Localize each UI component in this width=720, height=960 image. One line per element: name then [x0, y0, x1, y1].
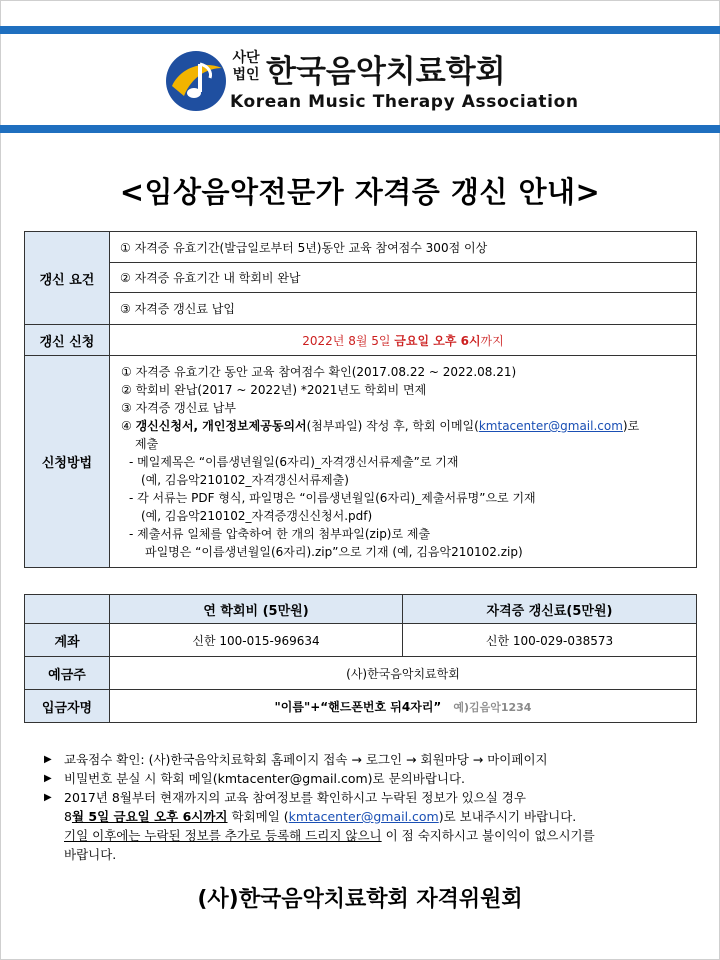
- renewal-info-table: [24, 231, 697, 568]
- method-cell: [110, 356, 697, 568]
- bullet-icon: ▶: [44, 754, 52, 765]
- email-link[interactable]: kmtacenter@gmail.com: [288, 809, 439, 824]
- note-item: [44, 750, 704, 769]
- account-label: 계좌: [25, 624, 110, 657]
- method-sub-1-example: (예, 김음악210102_자격갱신서류제출): [141, 473, 349, 487]
- blank-header: [25, 595, 110, 624]
- corp-type-label: [228, 50, 264, 84]
- header-band-bottom: [0, 125, 720, 133]
- method-label: 신청방법: [25, 356, 110, 568]
- depositor-label: 입금자명: [25, 690, 110, 723]
- note-text: )로 보내주시기 바랍니다.: [438, 809, 577, 824]
- method-sub-1: - 메일제목은 “이름생년월일(6자리)_자격갱신서류제출”로 기재: [129, 455, 459, 469]
- depositor-example: 예)김음악1234: [453, 700, 532, 714]
- depositor-format: "이름"+“핸드폰번호 뒤4자리”: [274, 699, 442, 714]
- requirement-item: ② 자격증 유효기간 내 학회비 완납: [110, 263, 697, 293]
- depositor-name-format: [110, 690, 697, 723]
- bank-account-table: [24, 594, 697, 723]
- bullet-icon: ▶: [44, 773, 52, 784]
- note-text: 2017년 8월부터 현재까지의 교육 참여정보를 확인하시고 누락된 정보가 있으실 경우: [64, 790, 526, 805]
- holder-label: 예금주: [25, 657, 110, 690]
- requirement-item: ③ 자격증 갱신료 납입: [110, 293, 697, 325]
- note-text: 8: [64, 809, 72, 824]
- application-label: 갱신 신청: [25, 325, 110, 356]
- table-header-row: [25, 595, 697, 624]
- step4-number: ④: [121, 419, 136, 433]
- method-steps: [111, 357, 695, 561]
- step4-end: )로: [622, 419, 640, 433]
- method-step-2: ② 학회비 완납(2017 ~ 2022년) *2021년도 학회비 면제: [121, 383, 427, 397]
- note-continuation: 바랍니다.: [64, 847, 117, 862]
- note-deadline: 월 5일 금요일 오후 6시까지: [71, 809, 228, 824]
- deadline-date: 2022년 8월 5일: [302, 333, 395, 348]
- music-note-logo-icon: [162, 46, 232, 116]
- annual-fee-header: 연 학회비 (5만원): [110, 595, 403, 624]
- email-link[interactable]: kmtacenter@gmail.com: [478, 419, 623, 433]
- note-text: 비밀번호 분실 시 학회 메일(kmtacenter@gmail.com)로 문의바랍니다.: [64, 771, 466, 786]
- requirements-label: 갱신 요건: [25, 232, 110, 325]
- table-row: [25, 356, 697, 568]
- table-row: [25, 690, 697, 723]
- method-step-4-cont: 제출: [135, 437, 159, 451]
- deadline-suffix: 까지: [480, 333, 504, 348]
- renewal-fee-account: 신한 100-029-038573: [403, 624, 697, 657]
- method-step-4: [121, 417, 695, 435]
- application-deadline: [110, 325, 697, 356]
- method-sub-3: - 제출서류 일체를 압축하여 한 개의 첨부파일(zip)로 제출: [129, 527, 431, 541]
- table-row: [25, 232, 697, 263]
- org-name-korean: 한국음악치료학회: [266, 54, 506, 90]
- renewal-fee-header: 자격증 갱신료(5만원): [403, 595, 697, 624]
- requirement-item: ① 자격증 유효기간(발급일로부터 5년)동안 교육 참여점수 300점 이상: [110, 232, 697, 263]
- corp-type-line2: 법인: [232, 67, 260, 83]
- step4-text: (첨부파일) 작성 후, 학회 이메일(: [306, 419, 479, 433]
- note-continuation: [64, 826, 704, 845]
- table-row: [25, 325, 697, 356]
- account-holder: (사)한국음악치료학회: [110, 657, 697, 690]
- note-item: [44, 788, 704, 807]
- org-name-english: Korean Music Therapy Association: [230, 92, 579, 112]
- footer-committee: (사)한국음악치료학회 자격위원회: [197, 887, 523, 912]
- association-logo: [162, 46, 582, 120]
- notes-section: [44, 750, 704, 864]
- deadline-day-time: 금요일 오후 6시: [394, 333, 481, 348]
- annual-fee-account: 신한 100-015-969634: [110, 624, 403, 657]
- note-text: 교육점수 확인: (사)한국음악치료학회 홈페이지 접속 → 로그인 → 회원마당 → 마이페이지: [64, 752, 548, 767]
- bullet-icon: ▶: [44, 792, 52, 803]
- method-sub-2-example: (예, 김음악210102_자격증갱신신청서.pdf): [141, 509, 373, 523]
- note-item: [44, 769, 704, 788]
- corp-type-line1: 사단: [232, 50, 260, 66]
- note-continuation: [64, 807, 704, 826]
- table-row: [25, 293, 697, 325]
- header-band-top: [0, 26, 720, 34]
- method-step-1: ① 자격증 유효기간 동안 교육 참여점수 확인(2017.08.22 ~ 2022.08.21): [121, 365, 517, 379]
- table-row: [25, 657, 697, 690]
- step4-forms: 갱신신청서, 개인정보제공동의서: [135, 419, 307, 433]
- method-sub-3-cont: 파일명은 “이름생년월일(6자리).zip”으로 기재 (예, 김음악210102.zip): [145, 545, 523, 559]
- table-row: [25, 624, 697, 657]
- method-step-3: ③ 자격증 갱신료 납부: [121, 401, 236, 415]
- table-row: [25, 263, 697, 293]
- note-text: 학회메일 (: [227, 809, 289, 824]
- note-text: 이 점 숙지하시고 불이익이 없으시기를: [381, 828, 595, 843]
- page-title: <임상음악전문가 자격증 갱신 안내>: [119, 175, 601, 209]
- method-sub-2: - 각 서류는 PDF 형식, 파일명은 “이름생년월일(6자리)_제출서류명”으로 기재: [129, 491, 536, 505]
- note-warning: 기일 이후에는 누락된 정보를 추가로 등록해 드리지 않으니: [64, 828, 382, 843]
